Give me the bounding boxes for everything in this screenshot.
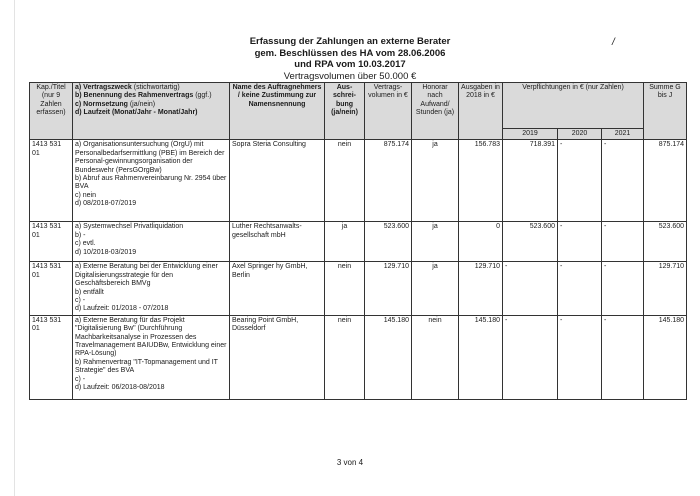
cell-zweck-b: b) Abruf aus Rahmenvereinbarung Nr. 2954 über BVA (75, 175, 227, 191)
cell-zweck-d: d) 10/2018-03/2019 (75, 248, 137, 256)
cell-2020: - (558, 262, 602, 315)
cell-zweck-a: a) Externe Beratung für das Projekt "Digitalisierung Bw" (Durchführung Machbarkeitsanalyse in Prozessen des Travelmanagement BAIUDBw, Entwicklung einer RPA-Lösung) (75, 316, 227, 358)
cell-2019: 718.391 (503, 140, 558, 222)
header-zweck-b: b) Benennung des Rahmenvertrags (75, 92, 194, 100)
header-zweck-c: c) Normsetzung (75, 100, 128, 108)
title-line-3: und RPA vom 10.03.2017 (294, 59, 406, 70)
header-kap: Kap./Titel (nur 9 Zahlen erfassen) (30, 83, 73, 140)
handwritten-mark: / (612, 37, 615, 48)
cell-ausgaben: 0 (459, 222, 503, 262)
header-honorar: Honorar nach Aufwand/ Stunden (ja) (412, 83, 459, 140)
cell-zweck-c: c) - (75, 375, 86, 383)
cell-zweck-d: d) Laufzeit: 01/2018 - 07/2018 (75, 305, 169, 313)
cell-zweck-c: c) - (75, 297, 86, 305)
page-number: 3 von 4 (336, 458, 364, 467)
cell-volumen: 129.710 (365, 262, 412, 315)
cell-summe: 523.600 (644, 222, 687, 262)
header-zweck-d: d) Laufzeit (Monat/Jahr - Monat/Jahr) (75, 109, 198, 117)
cell-vertragszweck (73, 222, 230, 262)
cell-name: Sopra Steria Consulting (230, 140, 325, 222)
cell-kap: 1413 531 01 (30, 140, 73, 222)
cell-ausschreibung: nein (325, 140, 365, 222)
cell-kap: 1413 531 01 (30, 315, 73, 399)
title-line-4: Vertragsvolumen über 50.000 € (283, 70, 417, 82)
cell-zweck-a: a) Systemwechsel Privatliquidation (75, 223, 184, 231)
cell-zweck-c: c) nein (75, 191, 97, 199)
header-name: Name des Auftragnehmers / keine Zustimmung zur Namensnennung (230, 83, 325, 140)
cell-2019: 523.600 (503, 222, 558, 262)
table-row (30, 222, 687, 262)
header-zweck-b-note: (ggf.) (193, 92, 212, 100)
cell-name: Bearing Point GmbH, Düsseldorf (230, 315, 325, 399)
cell-zweck-b: b) - (75, 231, 86, 239)
cell-ausgaben: 145.180 (459, 315, 503, 399)
cell-vertragszweck (73, 315, 230, 399)
cell-honorar: ja (412, 262, 459, 315)
cell-ausschreibung: ja (325, 222, 365, 262)
cell-2021: - (602, 315, 644, 399)
title-line-1: Erfassung der Zahlungen an externe Berater (249, 36, 451, 47)
document-title (0, 36, 700, 82)
header-zweck-a: a) Vertragszweck (75, 84, 132, 91)
cell-volumen: 145.180 (365, 315, 412, 399)
cell-2021: - (602, 262, 644, 315)
header-vertragszweck (73, 83, 230, 140)
cell-vertragszweck (73, 140, 230, 222)
title-line-2: gem. Beschlüssen des HA vom 28.06.2006 (254, 47, 446, 59)
header-verpflichtungen: Verpflichtungen in € (nur Zahlen) (503, 83, 644, 129)
cell-kap: 1413 531 01 (30, 222, 73, 262)
cell-zweck-b: b) entfällt (75, 288, 104, 296)
cell-2020: - (558, 315, 602, 399)
header-summe: Summe G bis J (644, 83, 687, 140)
cell-honorar: nein (412, 315, 459, 399)
header-year-2020: 2020 (558, 129, 602, 140)
cell-summe: 875.174 (644, 140, 687, 222)
cell-summe: 129.710 (644, 262, 687, 315)
cell-2021: - (602, 140, 644, 222)
header-zweck-c-note: (ja/nein) (127, 100, 156, 108)
table-row (30, 262, 687, 315)
cell-2019: - (503, 262, 558, 315)
cell-vertragszweck (73, 262, 230, 315)
cell-zweck-d: d) 08/2018-07/2019 (75, 200, 137, 208)
cell-zweck-a: a) Organisationsuntersuchung (OrgU) mit Personalbedarfsermittlung (PBE) im Bereich der Personal-gewinnungsorganisation der Bundeswehr (PersGOrgBw) (75, 141, 225, 174)
header-volumen: Vertrags-volumen in € (365, 83, 412, 140)
cell-ausgaben: 129.710 (459, 262, 503, 315)
cell-honorar: ja (412, 222, 459, 262)
cell-2020: - (558, 222, 602, 262)
header-year-2021: 2021 (602, 129, 644, 140)
table-row (30, 315, 687, 399)
cell-zweck-b: b) Rahmenvertrag "IT-Topmanagement und IT Strategie" des BVA (75, 358, 218, 375)
cell-name: Luther Rechtsanwalts-gesellschaft mbH (230, 222, 325, 262)
cell-zweck-d: d) Laufzeit: 06/2018-08/2018 (75, 384, 165, 392)
cell-2019: - (503, 315, 558, 399)
cell-honorar: ja (412, 140, 459, 222)
cell-volumen: 523.600 (365, 222, 412, 262)
cell-2020: - (558, 140, 602, 222)
cell-name: Axel Springer hy GmbH, Berlin (230, 262, 325, 315)
cell-2021: - (602, 222, 644, 262)
cell-summe: 145.180 (644, 315, 687, 399)
cell-ausschreibung: nein (325, 315, 365, 399)
cell-kap: 1413 531 01 (30, 262, 73, 315)
cell-ausschreibung: nein (325, 262, 365, 315)
cell-ausgaben: 156.783 (459, 140, 503, 222)
header-year-2019: 2019 (503, 129, 558, 140)
header-ausgaben: Ausgaben in 2018 in € (459, 83, 503, 140)
table-row (30, 140, 687, 222)
cell-zweck-a: a) Externe Beratung bei der Entwicklung einer Digitalisierungsstrategie für den Geschäftsbereich BMVg (75, 263, 218, 288)
header-zweck-a-note: (stichwortartig) (131, 84, 180, 91)
cell-volumen: 875.174 (365, 140, 412, 222)
contracts-table (29, 82, 687, 400)
header-ausschreibung: Aus-schrei-bung (ja/nein) (325, 83, 365, 140)
cell-zweck-c: c) evtl. (75, 240, 96, 248)
